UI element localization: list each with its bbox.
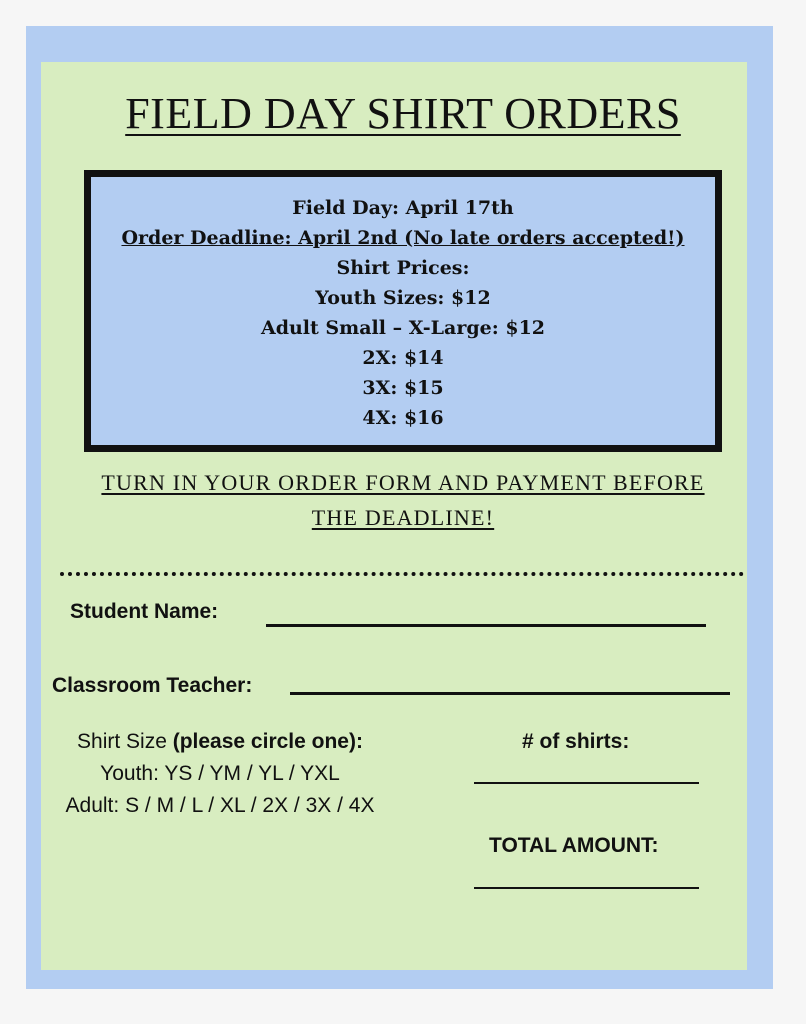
price-youth: Youth Sizes: $12 [315, 287, 491, 309]
student-name-label: Student Name: [70, 600, 219, 623]
cut-line [60, 572, 744, 576]
turn-in-line-1 [60, 470, 746, 496]
price-adult: Adult Small – X-Large: $12 [260, 317, 546, 339]
adult-sizes[interactable]: Adult: S / M / L / XL / 2X / 3X / 4X [65, 794, 375, 817]
teacher-label: Classroom Teacher: [52, 674, 253, 697]
field-day-date: Field Day: April 17th [292, 197, 514, 219]
prices-heading: Shirt Prices: [336, 257, 470, 279]
page-title [0, 88, 806, 139]
price-3x: 3X: $15 [362, 377, 444, 399]
shirt-size-heading [50, 726, 390, 758]
teacher-field[interactable] [290, 692, 730, 695]
youth-sizes[interactable]: Youth: YS / YM / YL / YXL [100, 762, 340, 785]
turn-in-line-2 [60, 505, 746, 531]
student-name-field[interactable] [266, 624, 706, 627]
turn-in-text-1: TURN IN YOUR ORDER FORM AND PAYMENT BEFORE [101, 470, 705, 495]
price-2x: 2X: $14 [362, 347, 444, 369]
total-amount-field[interactable] [474, 887, 699, 889]
shirt-size-label: Shirt Size [77, 730, 173, 753]
shirts-count-label: # of shirts: [522, 730, 630, 753]
info-box [84, 170, 722, 452]
total-amount-label: TOTAL AMOUNT: [489, 834, 659, 857]
title-text: FIELD DAY SHIRT ORDERS [125, 89, 681, 138]
shirts-count-field[interactable] [474, 782, 699, 784]
turn-in-text-2: THE DEADLINE! [311, 505, 495, 530]
shirt-size-section [50, 726, 390, 822]
order-deadline: Order Deadline: April 2nd (No late orders accepted!) [121, 227, 685, 249]
shirt-size-note: (please circle one): [172, 730, 363, 753]
price-4x: 4X: $16 [362, 407, 444, 429]
